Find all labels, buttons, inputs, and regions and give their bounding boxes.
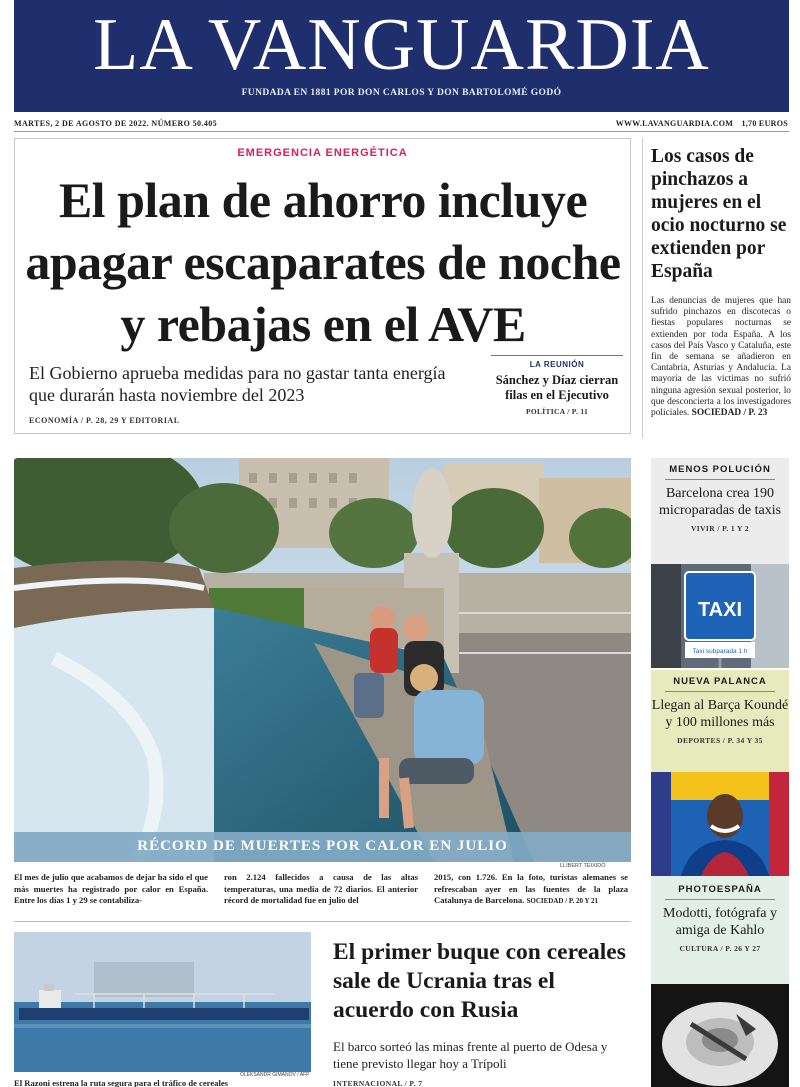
photo-caption[interactable]: RÉCORD DE MUERTES POR CALOR EN JULIO [137, 838, 508, 854]
sombrero-illustration [651, 984, 789, 1087]
rail-card-3-ref: CULTURA / P. 26 Y 27 [679, 944, 761, 953]
side-story-body [651, 296, 791, 419]
lead-deck: El Gobierno aprueba medidas para no gastar tanta energía que durarán hasta noviembre del 2023 [29, 363, 446, 405]
header-divider [14, 131, 789, 132]
column-divider [642, 138, 643, 438]
web-price-line [616, 119, 788, 128]
rail-card-3-headline[interactable]: Modotti, fotógrafa y amiga de Kahlo [663, 906, 777, 938]
rail-card-1-ref: VIVIR / P. 1 Y 2 [690, 524, 750, 533]
lead-story[interactable] [14, 138, 631, 434]
kounde-photo[interactable] [651, 772, 789, 876]
reunion-rule [491, 355, 623, 356]
newspaper-title[interactable]: LA VANGUARDIA [93, 4, 710, 86]
fountain-photo[interactable] [14, 458, 631, 862]
photo-credit: LLIBERT TEIXIDÓ [560, 863, 606, 869]
rail-card-2-kicker: NUEVA PALANCA [673, 676, 767, 687]
reunion-teaser[interactable] [491, 355, 623, 416]
taxi-photo[interactable] [651, 564, 789, 668]
photo-caption-bar [14, 832, 631, 862]
rail-card-photoespana[interactable] [651, 876, 789, 984]
side-story-headline[interactable]: Los casos de pinchazos a mujeres en el ocio nocturno se extienden por España [651, 146, 787, 282]
rail-card-polucion[interactable] [651, 458, 789, 564]
rail-card-3-kicker: PHOTOESPAÑA [678, 884, 762, 895]
date-line: MARTES, 2 DE AGOSTO DE 2022. NÚMERO 50.405 [14, 119, 218, 128]
side-story-ref: SOCIEDAD / P. 23 [691, 408, 768, 419]
price: 1,70 EUROS [741, 119, 788, 128]
masthead [14, 0, 789, 112]
side-story-text: Las denuncias de mujeres que han sufrido pinchazos en discotecas o fiestas populares nocturnas se extienden por toda España. A los casos del País Vasco y Cataluña, este fin de semana se añadieron en Cantabria, Asturias y Andalucía. La mayoría de las víctimas no sufrió ninguna agresión sexual posterior, lo que desconcierta a los investigadores policiales. [651, 296, 791, 419]
player-illustration [651, 772, 789, 876]
rail-card-2-headline[interactable]: Llegan al Barça Koundé y 100 millones más [651, 698, 789, 730]
modotti-photo[interactable] [651, 984, 789, 1087]
lead-headline[interactable]: El plan de ahorro incluye apagar escaparates de noche y rebajas en el AVE [25, 172, 621, 352]
taxi-sign-illustration [651, 564, 789, 668]
reunion-kicker: LA REUNIÓN [529, 360, 585, 369]
photo-text-ref: SOCIEDAD / P. 20 Y 21 [526, 897, 599, 905]
reunion-headline[interactable]: Sánchez y Díaz cierran filas en el Ejecutivo [495, 373, 619, 402]
photo-text-col-3 [434, 872, 628, 908]
rail-card-3-rule [665, 899, 775, 900]
photo-text-col-2: ron 2.124 fallecidos a causa de las altas temperaturas, una media de 72 diarios. El anterior récord de mortalidad fue en julio del [224, 872, 418, 905]
fountain-photo-illustration [14, 458, 631, 862]
ship-headline[interactable]: El primer buque con cereales sale de Ucrania tras el acuerdo con Rusia [333, 939, 626, 1023]
ship-photo-caption: El Razoni estrena la ruta segura para el tráfico de cereales [14, 1078, 229, 1087]
ship-deck: El barco sorteó las minas frente al puerto de Odesa y tiene previsto llegar hoy a Trípoli [333, 1039, 608, 1071]
ship-illustration [14, 932, 311, 1072]
lead-kicker: EMERGENCIA ENERGÉTICA [237, 147, 408, 159]
bottom-divider [14, 921, 631, 922]
lead-page-ref: ECONOMÍA / P. 28, 29 Y EDITORIAL [29, 416, 180, 425]
rail-card-1-rule [665, 479, 775, 480]
rail-card-2-ref: DEPORTES / P. 34 Y 35 [677, 736, 763, 745]
taxi-sub-text: Taxi subparada 1 h [692, 648, 748, 655]
masthead-founded: FUNDADA EN 1881 POR DON CARLOS Y DON BARTOLOMÉ GODÓ [241, 88, 562, 98]
ship-photo[interactable] [14, 932, 311, 1072]
website-link[interactable]: WWW.LAVANGUARDIA.COM [615, 119, 734, 128]
reunion-page-ref: POLÍTICA / P. 11 [525, 407, 589, 416]
rail-card-1-headline[interactable]: Barcelona crea 190 microparadas de taxis [658, 486, 782, 518]
ship-page-ref: INTERNACIONAL / P. 7 [333, 1079, 423, 1087]
rail-card-1-kicker: MENOS POLUCIÓN [669, 464, 771, 475]
rail-card-palanca[interactable] [651, 670, 789, 772]
photo-text-col-1: El mes de julio que acabamos de dejar ha sido el que más muertes ha registrado por calor en España. Entre los días 1 y 29 se contabiliza- [14, 872, 208, 905]
taxi-sign-text: TAXI [697, 599, 743, 621]
ship-photo-credit: OLEKSANDR GIMANOV / AFP [240, 1072, 310, 1078]
photo-text-col-3-body: 2015, con 1.726. En la foto, turistas alemanes se refrescaban ayer en las fuentes de la plaza Catalunya de Barcelona. [434, 872, 628, 905]
rail-card-2-rule [665, 691, 775, 692]
